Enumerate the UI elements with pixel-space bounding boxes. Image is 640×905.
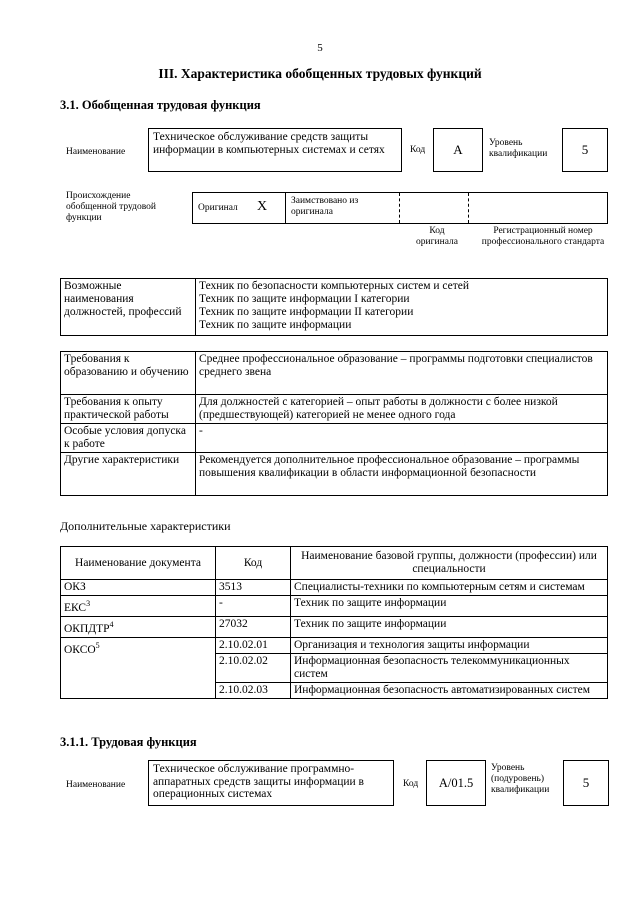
- original-mark: X: [257, 199, 268, 214]
- gtf-name-value: Техническое обслуживание средств защиты информации в компьютерных системах и сетях: [153, 131, 385, 156]
- requirements-table: [60, 351, 608, 496]
- additional-title: Дополнительные характеристики: [60, 519, 231, 533]
- origin-box: [192, 192, 608, 224]
- original-label: Оригинал: [198, 203, 238, 213]
- tf-name-box: [148, 760, 394, 806]
- tf-code-value: A/01.5: [438, 775, 474, 790]
- code-cell: 2.10.02.02: [216, 653, 291, 682]
- tf-name-value: Техническое обслуживание программно-аппаратных средств защиты информации в операционных системах: [153, 763, 364, 800]
- col-header-name: Наименование базовой группы, должности (профессии) или специальности: [291, 547, 608, 580]
- footnote-ref: 4: [109, 619, 114, 629]
- table-row: [61, 616, 608, 637]
- tf-code-label: Код: [403, 779, 419, 789]
- position-item: Техник по защите информации I категории: [199, 293, 410, 305]
- req-label: Требования к образованию и обучению: [61, 352, 196, 395]
- code-cell: 3513: [216, 580, 291, 596]
- additional-table: [60, 546, 608, 699]
- tf-level-box: [563, 760, 609, 806]
- doc-cell: ОКСО$^5$: [61, 637, 216, 698]
- code-cell: -: [216, 596, 291, 617]
- name-cell: Специалисты-техники по компьютерным сетям и системам: [291, 580, 608, 596]
- req-value: Рекомендуется дополнительное профессиональное образование – программы повышения квалификации в области информационной безопасности: [196, 453, 608, 496]
- position-item: Техник по защите информации: [199, 319, 352, 331]
- tf-level-label: Уровень (подуровень) квалификации: [491, 763, 550, 795]
- footnote-ref: 5: [95, 640, 100, 650]
- section-title: III. Характеристика обобщенных трудовых функций: [158, 66, 482, 81]
- gtf-code-box: [433, 128, 483, 172]
- req-label: Особые условия допуска к работе: [61, 424, 196, 453]
- gtf-level-box: [562, 128, 608, 172]
- reg-num-caption: Регистрационный номер профессионального стандарта: [481, 226, 605, 247]
- gtf-level-label: Уровень квалификации: [489, 138, 548, 159]
- name-cell: Информационная безопасность автоматизированных систем: [291, 682, 608, 698]
- doc-cell: ЕКС$^3$: [61, 596, 216, 617]
- origin-label: Происхождение обобщенной трудовой функции: [66, 191, 156, 223]
- table-row: [61, 637, 608, 653]
- orig-code-caption: Код оригинала: [416, 226, 458, 247]
- code-cell: 27032: [216, 616, 291, 637]
- col-header-doc: Наименование документа: [61, 547, 216, 580]
- tf-level-value: 5: [582, 775, 590, 790]
- positions-label: Возможные наименования должностей, профессий: [61, 279, 196, 336]
- name-cell: Организация и технология защиты информации: [291, 637, 608, 653]
- req-label: Требования к опыту практической работы: [61, 395, 196, 424]
- code-cell: 2.10.02.03: [216, 682, 291, 698]
- req-value: Для должностей с категорией – опыт работы в должности с более низкой (предшествующей) категорией не менее одного года: [196, 395, 608, 424]
- col-header-code: Код: [216, 547, 291, 580]
- footnote-ref: 3: [86, 599, 91, 608]
- doc-cell: ОКПДТР$^4$: [61, 616, 216, 637]
- code-cell: 2.10.02.01: [216, 637, 291, 653]
- borrowed-label: Заимствовано из оригинала: [291, 196, 359, 217]
- tf-name-label: Наименование: [66, 780, 126, 790]
- name-cell: Техник по защите информации: [291, 596, 608, 617]
- table-row: [61, 596, 608, 617]
- positions-list: [196, 279, 608, 336]
- req-value: Среднее профессиональное образование – программы подготовки специалистов среднего звена: [196, 352, 608, 395]
- gtf-name-box: [148, 128, 402, 172]
- tf-heading: 3.1.1. Трудовая функция: [60, 735, 197, 749]
- doc-cell: ОКЗ: [61, 580, 216, 596]
- gtf-heading: 3.1. Обобщенная трудовая функция: [60, 98, 261, 112]
- tf-code-box: [426, 760, 486, 806]
- table-row: [61, 580, 608, 596]
- page-number: 5: [317, 42, 323, 54]
- gtf-code-label: Код: [410, 145, 426, 155]
- positions-table: [60, 278, 608, 336]
- gtf-code-value: A: [453, 142, 463, 157]
- position-item: Техник по безопасности компьютерных систем и сетей: [199, 280, 470, 292]
- name-cell: Техник по защите информации: [291, 616, 608, 637]
- req-value: -: [196, 424, 608, 453]
- req-label: Другие характеристики: [61, 453, 196, 496]
- gtf-name-label: Наименование: [66, 147, 126, 157]
- gtf-level-value: 5: [581, 142, 589, 157]
- position-item: Техник по защите информации II категории: [199, 306, 414, 318]
- name-cell: Информационная безопасность телекоммуникационных систем: [291, 653, 608, 682]
